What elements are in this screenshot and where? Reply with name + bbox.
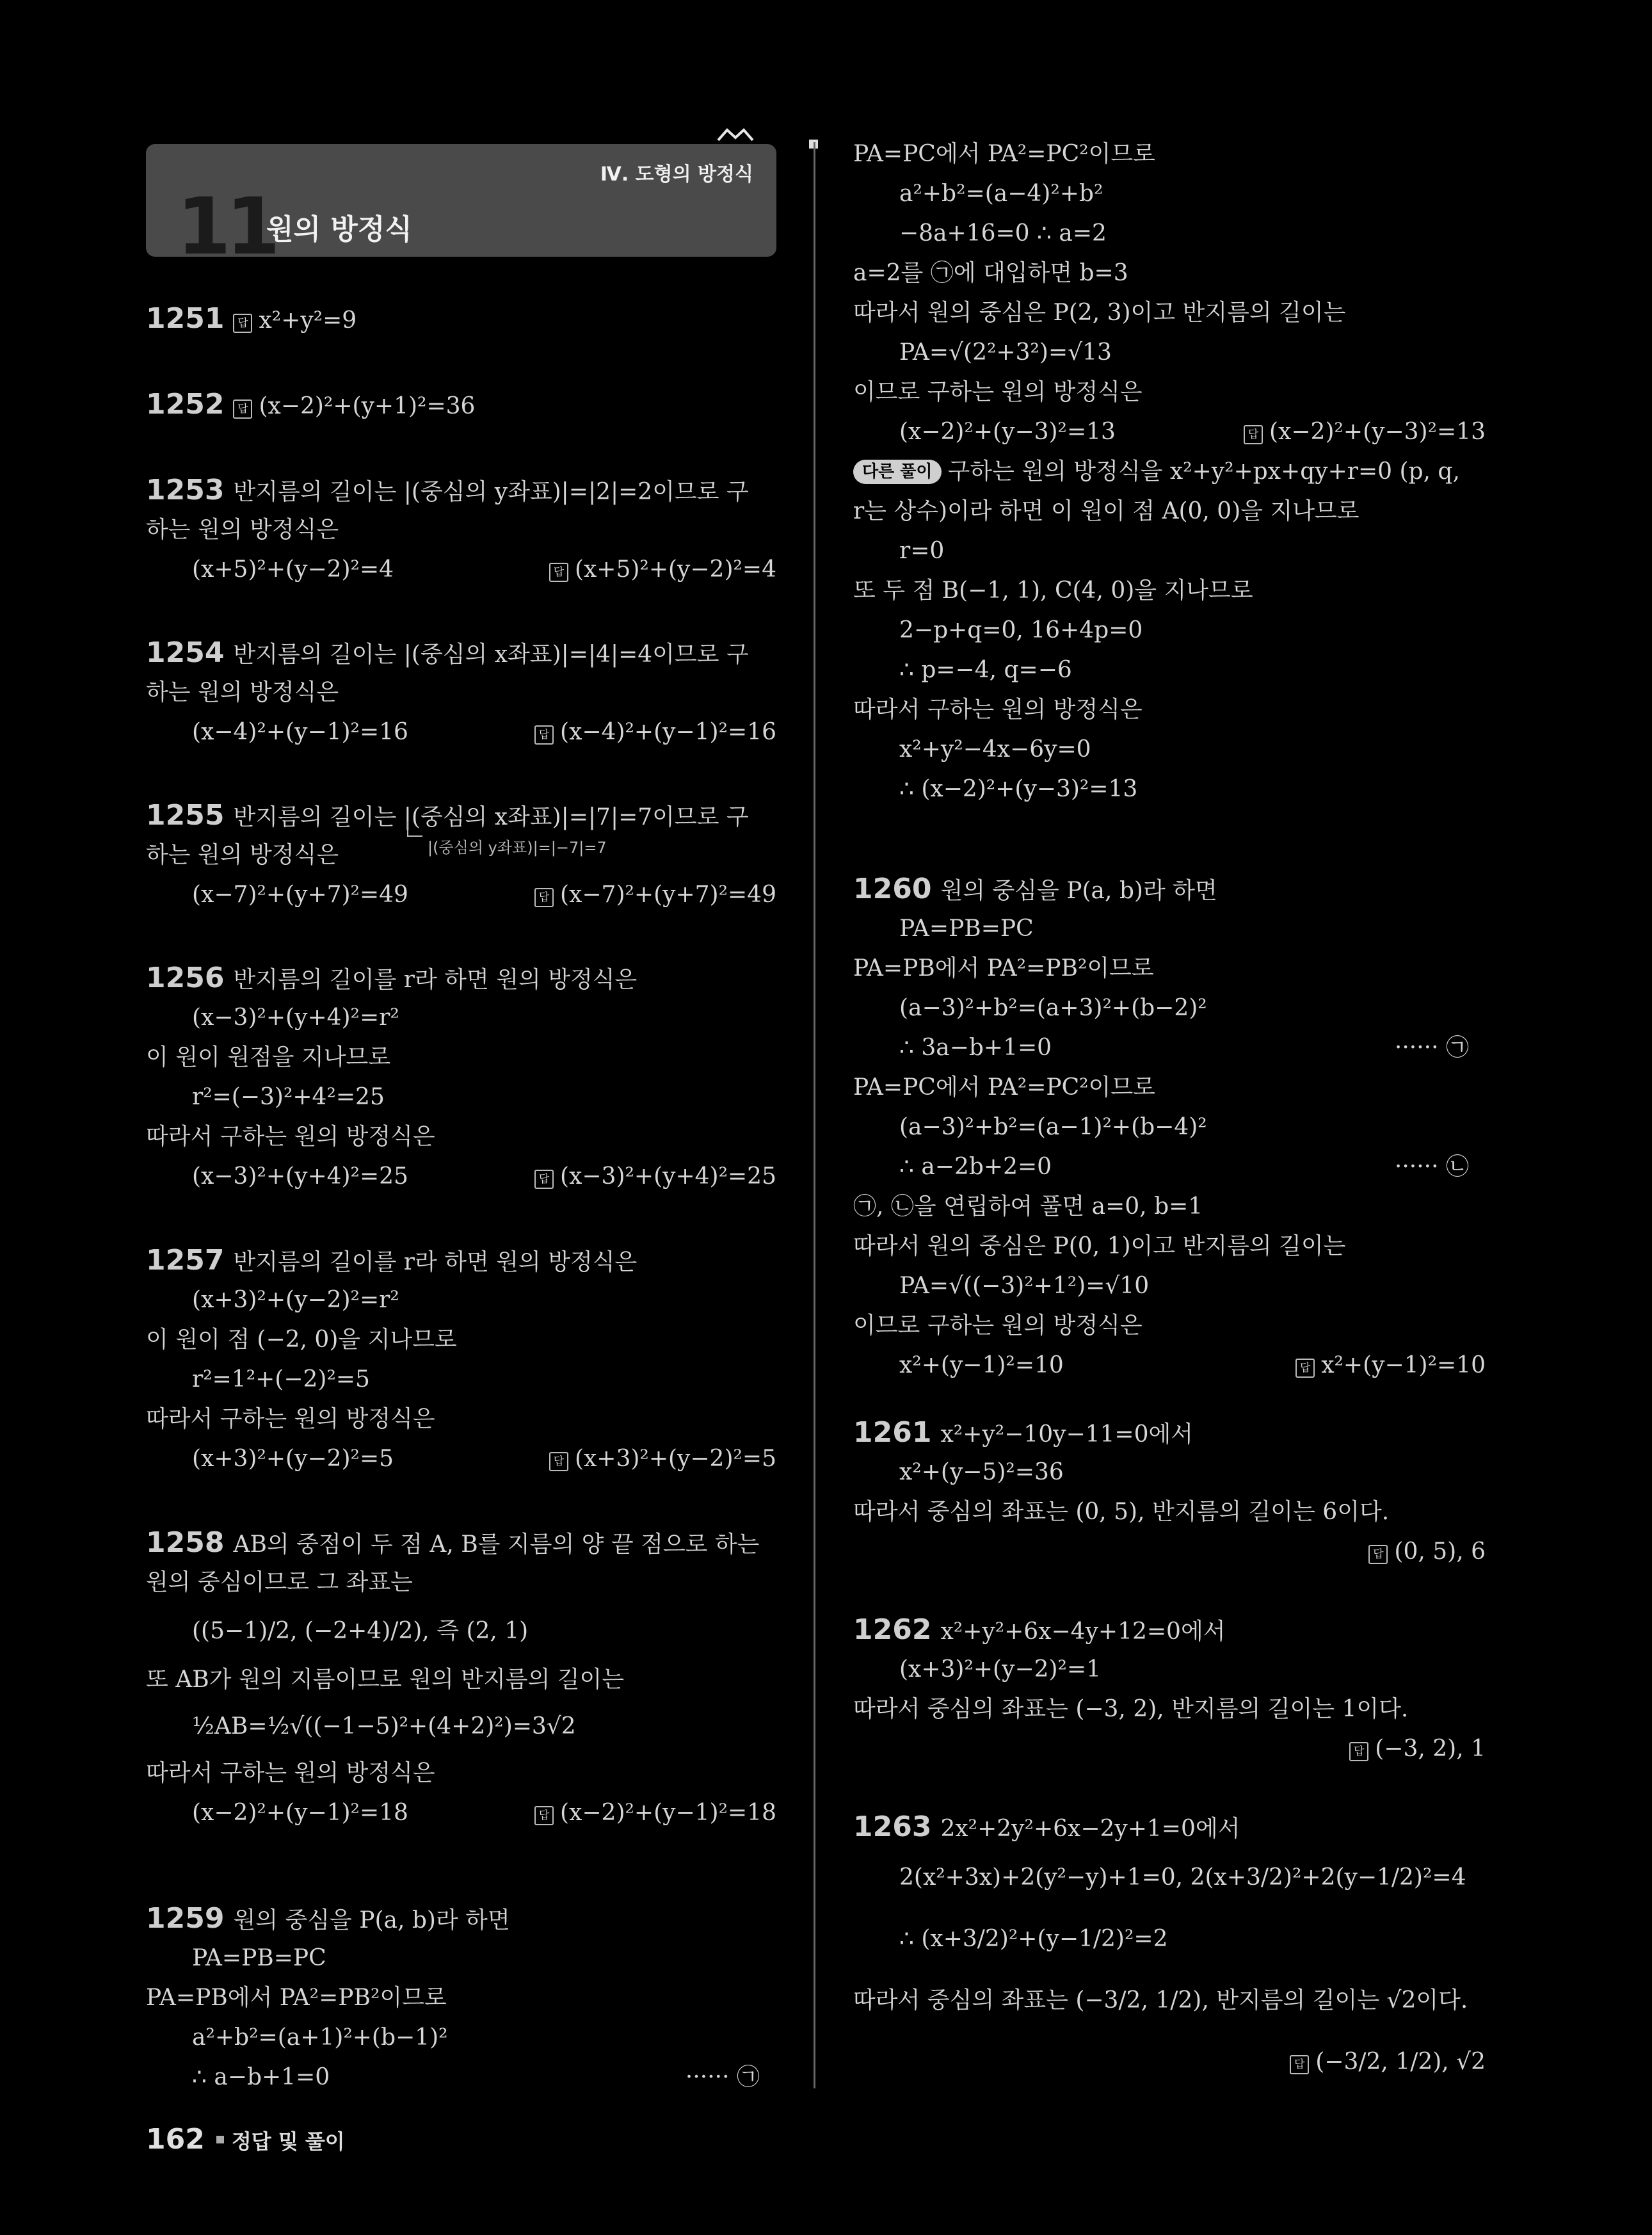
solution-line: 하는 원의 방정식은 — [146, 517, 339, 543]
problem-1263 — [853, 1807, 1486, 2093]
equation: r²=(−3)²+4²=25 — [192, 1084, 385, 1110]
page-number: 162 — [146, 2123, 205, 2156]
solution-line: PA=PB에서 PA²=PB²이므로 — [853, 955, 1154, 981]
equation: −8a+16=0 ∴ a=2 — [899, 220, 1107, 246]
solution-line: 이 원이 원점을 지나므로 — [146, 1044, 391, 1070]
unit-label: Ⅳ. 도형의 방정식 — [600, 163, 753, 186]
answer-icon: 답 — [534, 888, 554, 907]
solution-line: 따라서 구하는 원의 방정식은 — [146, 1124, 435, 1150]
equation: x²+y²−4x−6y=0 — [899, 736, 1091, 762]
answer: (x−2)²+(y−3)²=13 — [1269, 419, 1486, 445]
chapter-title: 원의 방정식 — [266, 213, 412, 246]
chapter-header — [146, 144, 776, 272]
answer: (x+5)²+(y−2)²=4 — [574, 556, 776, 583]
equation: (x−2)²+(y−3)²=13 — [899, 419, 1116, 445]
equation: (x+3)²+(y−2)²=r² — [192, 1287, 399, 1313]
note-bracket — [407, 821, 422, 837]
equation: (x+3)²+(y−2)²=5 — [192, 1446, 394, 1472]
equation: ∴ (x−2)²+(y−3)²=13 — [899, 776, 1138, 802]
solution-line: 반지름의 길이를 r라 하면 원의 방정식은 — [233, 967, 638, 993]
problem-number: 1257 — [146, 1244, 225, 1277]
equation: ∴ (x+3/2)²+(y−1/2)²=2 — [899, 1926, 1168, 1952]
side-note: |(중심의 y좌표)|=|−7|=7 — [428, 839, 607, 857]
solution-line: 또 두 점 B(−1, 1), C(4, 0)을 지나므로 — [853, 577, 1253, 604]
problem-number: 1255 — [146, 799, 225, 832]
equation: ∴ 3a−b+1=0 — [899, 1035, 1052, 1061]
answer: (x−3)²+(y+4)²=25 — [560, 1163, 776, 1190]
equation: a²+b²=(a+1)²+(b−1)² — [192, 2024, 448, 2051]
answer-icon: 답 — [1368, 1545, 1388, 1564]
answer-icon: 답 — [549, 1452, 568, 1471]
problem-number: 1251 — [146, 302, 225, 335]
solution-line: 원의 중심을 P(a, b)라 하면 — [233, 1907, 510, 1933]
alt-solution-badge: 다른 풀이 — [853, 460, 942, 484]
problem-number: 1256 — [146, 962, 225, 994]
problem-number: 1261 — [853, 1416, 932, 1449]
answer-icon: 답 — [1244, 425, 1263, 444]
equation: x²+y²−10y−11=0에서 — [940, 1421, 1194, 1448]
answer: (x−2)²+(y+1)²=36 — [259, 393, 476, 419]
equation: (a−3)²+b²=(a+3)²+(b−2)² — [899, 995, 1207, 1021]
equation: 2x²+2y²+6x−2y+1=0에서 — [940, 1816, 1240, 1842]
answer: (−3, 2), 1 — [1375, 1736, 1486, 1762]
equation: PA=√(2²+3²)=√13 — [899, 339, 1112, 366]
solution-line: r는 상수)이라 하면 이 원이 점 A(0, 0)을 지나므로 — [853, 498, 1359, 524]
answer: (0, 5), 6 — [1394, 1538, 1486, 1565]
problem-number: 1253 — [146, 474, 225, 506]
equation-label: ······ ㉠ — [1394, 1035, 1469, 1061]
equation: 2(x²+3x)+2(y²−y)+1=0, 2(x+3/2)²+2(y−1/2)²=4 — [899, 1864, 1466, 1891]
solution-line: 따라서 중심의 좌표는 (0, 5), 반지름의 길이는 6이다. — [853, 1499, 1390, 1525]
solution-line: 원의 중심을 P(a, b)라 하면 — [940, 878, 1217, 904]
equation: (x−4)²+(y−1)²=16 — [192, 719, 408, 745]
problem-number: 1252 — [146, 388, 225, 421]
equation: a²+b²=(a−4)²+b² — [899, 181, 1103, 207]
problem-1259 — [146, 1899, 776, 2097]
equation: PA=√((−3)²+1²)=√10 — [899, 1273, 1150, 1299]
answer: (x−2)²+(y−1)²=18 — [560, 1800, 776, 1826]
solution-line: ㉠, ㉡을 연립하여 풀면 a=0, b=1 — [853, 1193, 1203, 1220]
equation: r²=1²+(−2)²=5 — [192, 1366, 370, 1392]
problem-number: 1258 — [146, 1526, 225, 1559]
solution-line: 따라서 구하는 원의 방정식은 — [146, 1406, 435, 1432]
problem-number: 1262 — [853, 1613, 932, 1646]
footer-label: 정답 및 풀이 — [231, 2129, 345, 2154]
problem-1252 — [146, 385, 776, 424]
problem-number: 1254 — [146, 636, 225, 669]
equation: x²+y²+6x−4y+12=0에서 — [940, 1618, 1226, 1645]
equation: ∴ p=−4, q=−6 — [899, 657, 1072, 683]
solution-line: PA=PC에서 PA²=PC²이므로 — [853, 141, 1155, 167]
answer: (x+3)²+(y−2)²=5 — [574, 1446, 776, 1472]
problem-number: 1263 — [853, 1811, 932, 1843]
problem-number: 1259 — [146, 1902, 225, 1935]
answer-icon: 답 — [534, 725, 554, 745]
answer-icon: 답 — [233, 314, 252, 333]
equation: PA=PB=PC — [192, 1945, 326, 1971]
solution-line: 반지름의 길이는 |(중심의 x좌표)|=|4|=4이므로 구 — [233, 641, 749, 668]
problem-1251 — [146, 299, 776, 339]
solution-line: 따라서 중심의 좌표는 (−3/2, 1/2), 반지름의 길이는 √2이다. — [853, 1987, 1468, 2013]
problem-number: 1260 — [853, 873, 932, 905]
column-divider — [814, 142, 815, 2088]
problem-1260 — [853, 869, 1486, 1385]
solution-line: 또 AB가 원의 지름이므로 원의 반지름의 길이는 — [146, 1666, 625, 1693]
problem-1253 — [146, 471, 776, 590]
problem-1255 — [146, 796, 776, 915]
solution-line: a=2를 ㉠에 대입하면 b=3 — [853, 260, 1128, 286]
solution-line: PA=PB에서 PA²=PB²이므로 — [146, 1985, 447, 2011]
answer-icon: 답 — [1295, 1359, 1315, 1378]
solution-line: 이므로 구하는 원의 방정식은 — [853, 1312, 1143, 1339]
equation: (x−2)²+(y−1)²=18 — [192, 1800, 408, 1826]
solution-line: 하는 원의 방정식은 — [146, 842, 339, 868]
equation: 2−p+q=0, 16+4p=0 — [899, 617, 1143, 643]
problem-1261 — [853, 1413, 1486, 1572]
answer-icon: 답 — [534, 1806, 554, 1825]
equation-label: ······ ㉠ — [685, 2064, 760, 2090]
problem-1257 — [146, 1241, 776, 1479]
page-footer — [146, 2123, 345, 2156]
square-bullet-icon — [216, 2136, 224, 2143]
answer-icon: 답 — [1349, 1742, 1368, 1761]
solution-line: 이 원이 점 (−2, 0)을 지나므로 — [146, 1327, 457, 1353]
equation: r=0 — [899, 538, 945, 564]
equation: ((5−1)/2, (−2+4)/2), 즉 (2, 1) — [192, 1618, 529, 1644]
problem-1256 — [146, 958, 776, 1197]
equation: (x+5)²+(y−2)²=4 — [192, 556, 394, 583]
equation: (x+3)²+(y−2)²=1 — [899, 1656, 1102, 1682]
answer-icon: 답 — [1290, 2055, 1309, 2074]
problem-1254 — [146, 633, 776, 752]
equation: x²+(y−1)²=10 — [899, 1352, 1064, 1378]
problem-1259-continued — [853, 134, 1486, 452]
answer-icon: 답 — [534, 1170, 554, 1189]
equation: ∴ a−b+1=0 — [192, 2064, 330, 2090]
solution-line: 따라서 원의 중심은 P(0, 1)이고 반지름의 길이는 — [853, 1233, 1346, 1259]
equation-label: ······ ㉡ — [1394, 1154, 1469, 1180]
alternative-solution — [853, 452, 1486, 809]
answer-icon: 답 — [233, 399, 252, 419]
equation: (x−7)²+(y+7)²=49 — [192, 882, 408, 908]
solution-line: 따라서 구하는 원의 방정식은 — [853, 697, 1143, 723]
solution-line: 반지름의 길이는 |(중심의 x좌표)|=|7|=7이므로 구 — [233, 804, 749, 830]
equation: PA=PB=PC — [899, 916, 1034, 942]
solution-line: PA=PC에서 PA²=PC²이므로 — [853, 1074, 1155, 1101]
equation: ½AB=½√((−1−5)²+(4+2)²)=3√2 — [192, 1713, 576, 1739]
answer: x²+y²=9 — [259, 307, 357, 334]
answer: x²+(y−1)²=10 — [1321, 1352, 1486, 1378]
answer: (x−7)²+(y+7)²=49 — [560, 882, 776, 908]
equation: (x−3)²+(y+4)²=25 — [192, 1163, 408, 1190]
answer: (−3/2, 1/2), √2 — [1315, 2049, 1486, 2075]
solution-line: 반지름의 길이는 |(중심의 y좌표)|=|2|=2이므로 구 — [233, 479, 749, 505]
solution-line: 원의 중심이므로 그 좌표는 — [146, 1569, 413, 1595]
chapter-number: 11 — [177, 181, 275, 272]
solution-line: AB의 중점이 두 점 A, B를 지름의 양 끝 점으로 하는 — [233, 1531, 760, 1558]
solution-line: 구하는 원의 방정식을 x²+y²+px+qy+r=0 (p, q, — [947, 458, 1460, 485]
answer-icon: 답 — [549, 563, 568, 582]
solution-line: 따라서 중심의 좌표는 (−3, 2), 반지름의 길이는 1이다. — [853, 1696, 1409, 1722]
answer: (x−4)²+(y−1)²=16 — [560, 719, 776, 745]
equation: ∴ a−2b+2=0 — [899, 1154, 1052, 1180]
equation: (x−3)²+(y+4)²=r² — [192, 1005, 399, 1031]
equation: (a−3)²+b²=(a−1)²+(b−4)² — [899, 1114, 1207, 1140]
problem-1258 — [146, 1523, 776, 1833]
solution-line: 반지름의 길이를 r라 하면 원의 방정식은 — [233, 1249, 638, 1275]
solution-line: 이므로 구하는 원의 방정식은 — [853, 379, 1143, 405]
chevron-up-icon — [716, 125, 755, 144]
solution-line: 따라서 원의 중심은 P(2, 3)이고 반지름의 길이는 — [853, 300, 1346, 326]
solution-line: 하는 원의 방정식은 — [146, 679, 339, 706]
problem-1262 — [853, 1610, 1486, 1769]
equation: x²+(y−5)²=36 — [899, 1459, 1064, 1485]
solution-line: 따라서 구하는 원의 방정식은 — [146, 1760, 435, 1786]
